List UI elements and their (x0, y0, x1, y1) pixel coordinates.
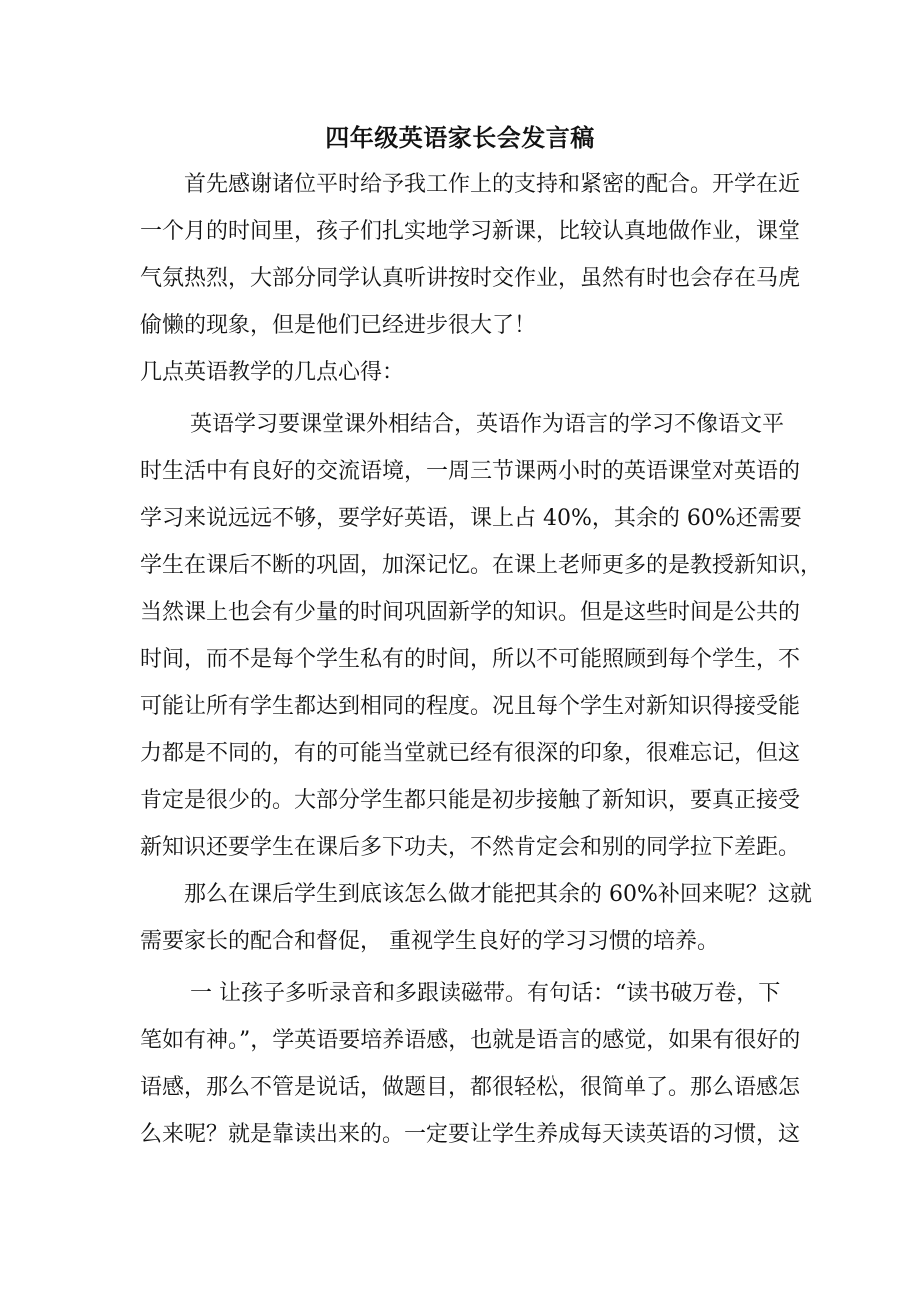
paragraph-line: 学习来说远远不够，要学好英语，课上占 40%，其余的 60%还需要 (140, 506, 802, 531)
paragraph-line: 需要家长的配合和督促， 重视学生良好的学习习惯的培养。 (140, 929, 719, 954)
paragraph-line: 肯定是很少的。大部分学生都只能是初步接触了新知识，要真正接受 (140, 788, 801, 813)
document-title: 四年级英语家长会发言稿 (325, 123, 595, 152)
paragraph-line: 一个月的时间里，孩子们扎实地学习新课，比较认真地做作业，课堂 (140, 219, 801, 244)
paragraph-line: 当然课上也会有少量的时间巩固新学的知识。但是这些时间是公共的 (140, 600, 801, 625)
paragraph-line: 笔如有神。”，学英语要培养语感，也就是语言的感觉，如果有很好的 (140, 1028, 801, 1053)
paragraph-line: 学生在课后不断的巩固，加深记忆。在课上老师更多的是教授新知识， (140, 553, 823, 578)
paragraph-line: 么来呢？就是靠读出来的。一定要让学生养成每天读英语的习惯，这 (140, 1122, 801, 1147)
paragraph-line: 一 让孩子多听录音和多跟读磁带。有句话：“读书破万卷，下 (190, 981, 781, 1006)
paragraph-line: 气氛热烈，大部分同学认真听讲按时交作业，虽然有时也会存在马虎 (140, 266, 801, 291)
paragraph-line: 那么在课后学生到底该怎么做才能把其余的 60%补回来呢？这就 (184, 882, 812, 907)
paragraph-line: 语感，那么不管是说话，做题目，都很轻松，很简单了。那么语感怎 (140, 1075, 801, 1100)
paragraph-line: 新知识还要学生在课后多下功夫，不然肯定会和别的同学拉下差距。 (140, 835, 801, 860)
paragraph-line: 可能让所有学生都达到相同的程度。况且每个学生对新知识得接受能 (140, 694, 801, 719)
paragraph-line: 力都是不同的，有的可能当堂就已经有很深的印象，很难忘记，但这 (140, 741, 801, 766)
paragraph-line: 偷懒的现象，但是他们已经进步很大了！ (140, 313, 537, 338)
paragraph-line: 时生活中有良好的交流语境，一周三节课两小时的英语课堂对英语的 (140, 459, 801, 484)
paragraph-line: 时间，而不是每个学生私有的时间，所以不可能照顾到每个学生，不 (140, 647, 801, 672)
section-heading: 几点英语教学的几点心得： (140, 360, 405, 385)
paragraph-line: 英语学习要课堂课外相结合，英语作为语言的学习不像语文平 (190, 412, 785, 437)
paragraph-line: 首先感谢诸位平时给予我工作上的支持和紧密的配合。开学在近 (184, 172, 801, 197)
